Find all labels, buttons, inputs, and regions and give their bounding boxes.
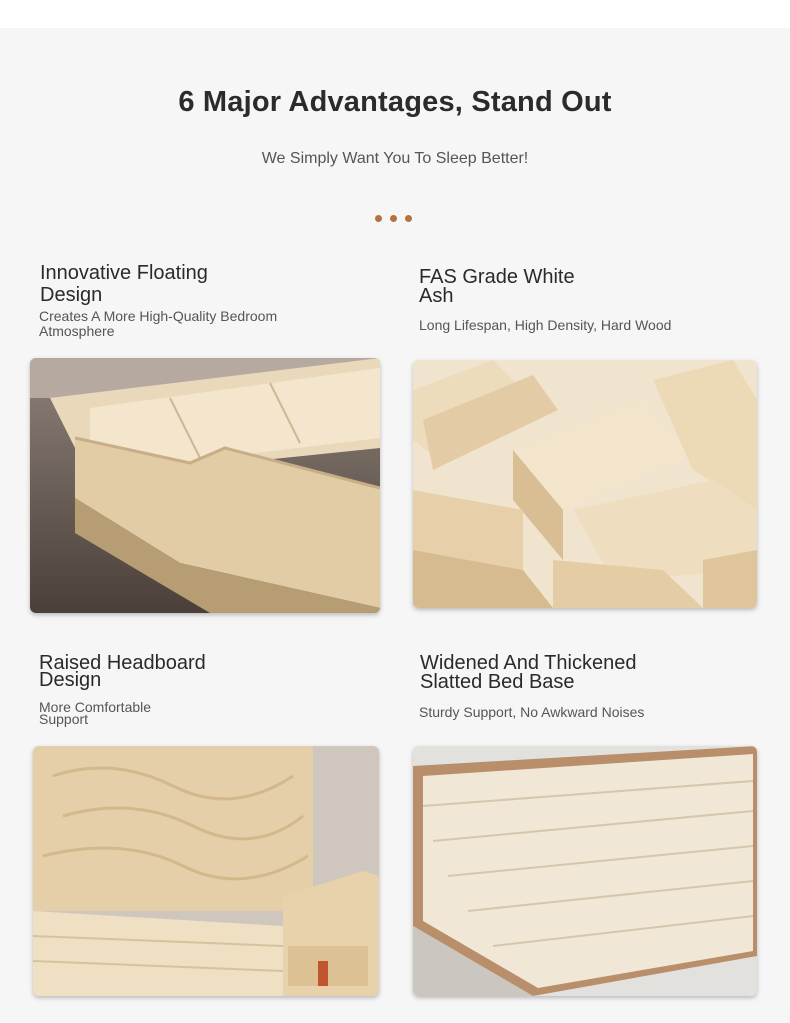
feature-title-line: Design	[40, 284, 103, 306]
headboard-with-nightstand-photo	[33, 746, 379, 996]
section-title: 6 Major Advantages, Stand Out	[178, 86, 612, 118]
feature-subtitle-line: Support	[39, 711, 89, 727]
feature-title	[40, 263, 208, 305]
feature-title	[39, 653, 206, 690]
section-subtitle: We Simply Want You To Sleep Better!	[261, 150, 529, 167]
feature-subtitle-line: Long Lifespan, High Density, Hard Wood	[419, 317, 672, 333]
feature-title-line: Innovative Floating	[40, 262, 208, 284]
feature-title-line: FAS Grade White	[419, 266, 575, 288]
dot-icon	[390, 215, 397, 222]
feature-title-line: Ash	[419, 285, 454, 307]
feature-subtitle	[39, 309, 277, 338]
feature-title-line: Design	[39, 669, 102, 691]
dot-icon	[405, 215, 412, 222]
feature-subtitle-line: More Comfortable	[39, 699, 152, 715]
feature-title-line: Raised Headboard	[39, 652, 206, 674]
feature-title	[420, 653, 636, 692]
feature-subtitle	[419, 705, 644, 719]
stacked-ash-planks-photo	[413, 360, 757, 608]
feature-subtitle-line: Sturdy Support, No Awkward Noises	[419, 704, 645, 720]
feature-subtitle-line: Atmosphere	[39, 323, 115, 339]
floating-bed-frame-photo	[30, 358, 380, 613]
decorative-dots	[375, 215, 415, 223]
feature-subtitle	[39, 700, 151, 726]
feature-title-line: Widened And Thickened	[420, 652, 637, 674]
feature-subtitle-line: Creates A More High-Quality Bedroom	[39, 308, 278, 324]
slatted-bed-base-photo	[413, 746, 757, 996]
feature-subtitle	[419, 318, 671, 332]
dot-icon	[375, 215, 382, 222]
feature-title	[419, 267, 575, 306]
feature-title-line: Slatted Bed Base	[420, 671, 575, 693]
